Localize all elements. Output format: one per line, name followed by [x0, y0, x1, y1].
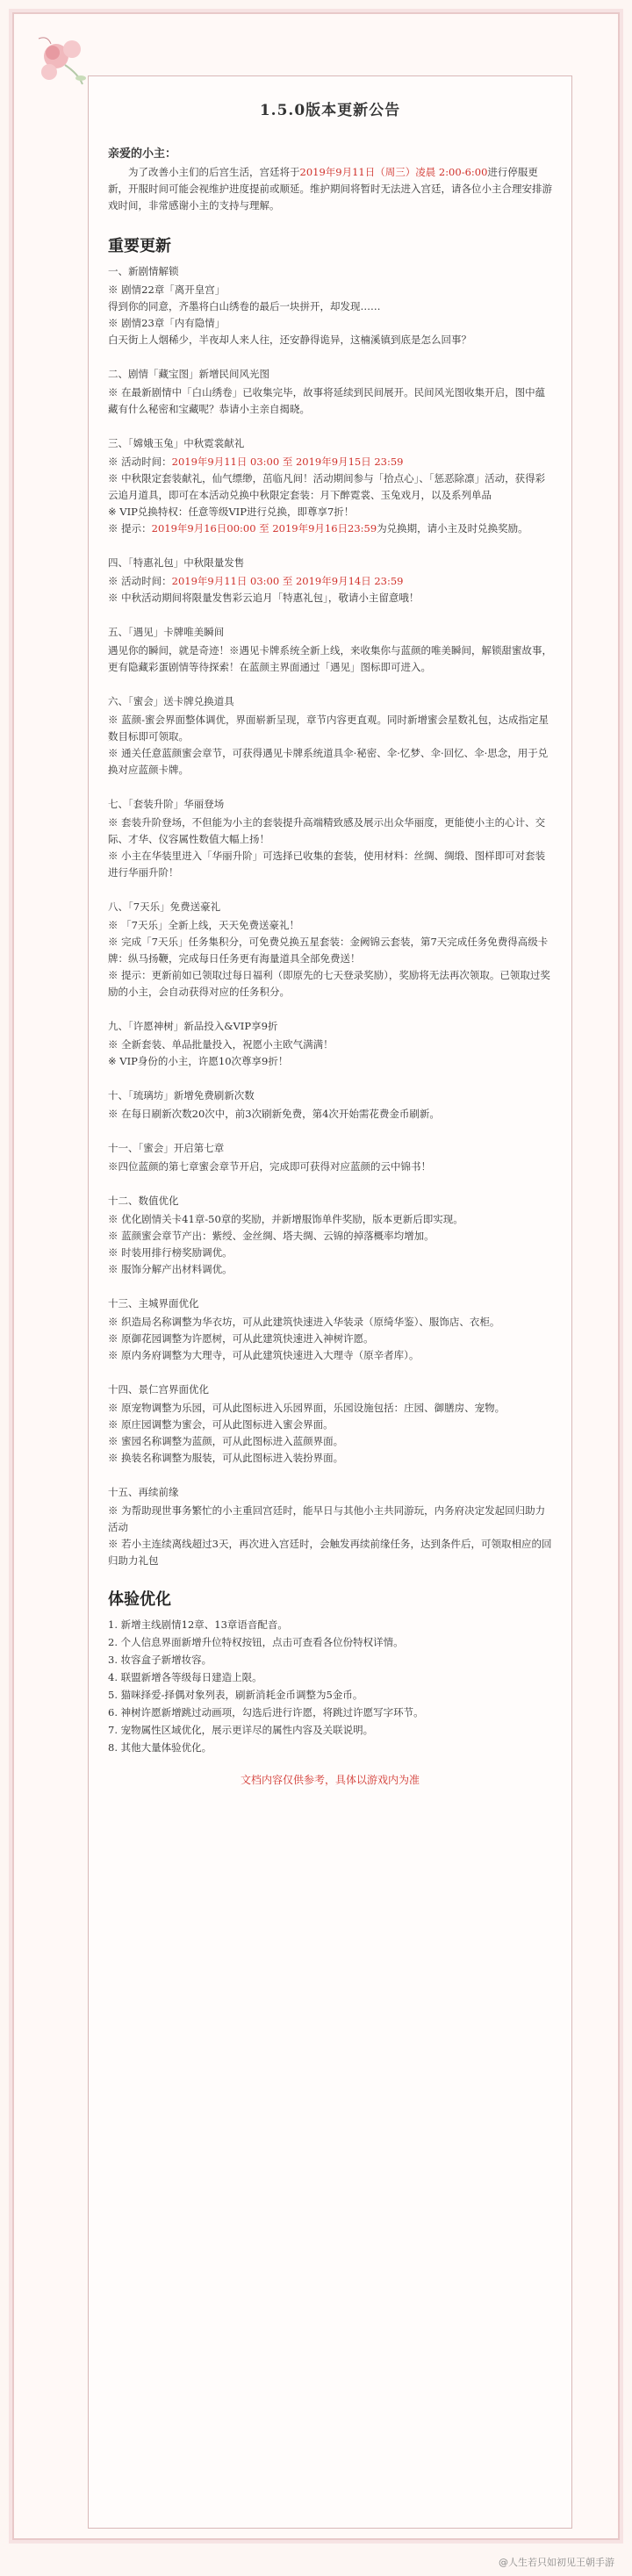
- intro-paragraph: 为了改善小主们的后宫生活，宫廷将于2019年9月11日（周三）凌晨 2:00-6:00进行停服更新，开服时间可能会视维护进度提前或顺延。维护期间将暂时无法进入宫廷，请各位小主合理安排游戏时间，非常感谢小主的支持与理解。: [108, 166, 552, 212]
- experience-list: [108, 1617, 552, 1756]
- section-line: ※ 套装升阶登场，不但能为小主的套装提升高端精致感及展示出众华丽度，更能使小主的心计、交际、才华、仪容属性数值大幅上扬！: [108, 816, 546, 845]
- section-title: 六、「蜜会」送卡牌兑换道具: [108, 695, 234, 707]
- section-line: ※ 活动时间：2019年9月11日 03:00 至 2019年9月15日 23:59: [108, 456, 404, 468]
- section-title: 三、「嫦娥玉兔」中秋霓裳献礼: [108, 437, 245, 449]
- section-line: ※ 为帮助现世事务繁忙的小主重回宫廷时，能早日与其他小主共同游玩，内务府决定发起回归助力活动: [108, 1504, 546, 1533]
- section-line: ※ 蓝颜蜜会章节产出：紫绶、金丝绸、塔夫绸、云锦的掉落概率均增加。: [108, 1230, 434, 1242]
- section-line: ※ 全新套装、单品批量投入，祝愿小主欧气满满！: [108, 1038, 334, 1051]
- update-section: [108, 1484, 552, 1569]
- section-line: ※ 活动时间：2019年9月11日 03:00 至 2019年9月14日 23:59: [108, 575, 404, 587]
- section-line: ※ 蓝颜-蜜会界面整体调优，界面崭新呈现，章节内容更直观。同时新增蜜会星数礼包，达成指定星数目标即可领取。: [108, 714, 549, 743]
- experience-item: 7. 宠物属性区域优化，展示更详尽的属性内容及关联说明。: [108, 1724, 374, 1736]
- document-frame: [12, 12, 620, 2540]
- section-title: 四、「特惠礼包」中秋限量发售: [108, 556, 245, 569]
- section-line: ※ 通关任意蓝颜蜜会章节，可获得遇见卡牌系统道具伞·秘密、伞·忆梦、伞·回忆、伞·思念，用于兑换对应蓝颜卡牌。: [108, 747, 549, 776]
- experience-heading: 体验优化: [108, 1590, 171, 1609]
- footer-note: 文档内容仅供参考，具体以游戏内为准: [240, 1774, 420, 1786]
- section-line: ※ 在最新剧情中「白山绣卷」已收集完毕，故事将延续到民间展开。民间风光图收集开启，图中蕴藏有什么秘密和宝藏呢？恭请小主亲自揭晓。: [108, 386, 546, 415]
- section-line: ※ 小主在华装里进入「华丽升阶」可选择已收集的套装，使用材料：丝绸、绸缎、图样即可对套装进行华丽升阶！: [108, 850, 546, 879]
- watermark: @人生若只如初见王朝手游: [499, 2557, 614, 2568]
- section-title: 十四、景仁宫界面优化: [108, 1383, 209, 1396]
- update-section: [108, 899, 552, 1001]
- section-line: ※ 剧情23章「内有隐情」: [108, 317, 226, 329]
- section-title: 五、「遇见」卡牌唯美瞬间: [108, 626, 225, 638]
- section-title: 二、剧情「藏宝图」新增民间风光图: [108, 368, 269, 380]
- section-line: ※ 剧情22章「离开皇宫」: [108, 283, 226, 296]
- section-line: ※ 蜜园名称调整为蓝颜，可从此图标进入蓝颜界面。: [108, 1435, 344, 1447]
- experience-item: 1. 新增主线剧情12章、13章语音配音。: [108, 1618, 288, 1631]
- update-section: [108, 1381, 552, 1467]
- section-line: ※ 原内务府调整为大理寺，可从此建筑快速进入大理寺（原辛者库）。: [108, 1349, 420, 1361]
- update-section: [108, 796, 552, 881]
- update-section: [108, 1295, 552, 1364]
- section-line: 遇见你的瞬间，就是奇迹！※遇见卡牌系统全新上线，来收集你与蓝颜的唯美瞬间，解锁甜蜜故事，更有隐藏彩蛋剧情等待探索！在蓝颜主界面通过「遇见」图标即可进入。: [108, 644, 552, 673]
- experience-item: 5. 猫咪择爱-择偶对象列表，刷新消耗金币调整为5金币。: [108, 1689, 363, 1701]
- section-title: 十、「琉璃坊」新增免费刷新次数: [108, 1089, 255, 1101]
- update-section: [108, 263, 552, 348]
- section-line: ※ 若小主连续离线超过3天，再次进入宫廷时，会触发再续前缘任务，达到条件后，可领取相应的回归助力礼包: [108, 1538, 552, 1567]
- section-line: ※ 提示：更新前如已领取过每日福利（即原先的七天登录奖励），奖励将无法再次领取。已领取过奖励的小主，会自动获得对应的任务积分。: [108, 969, 550, 998]
- section-line: ※ 原庄园调整为蜜会，可从此图标进入蜜会界面。: [108, 1418, 334, 1431]
- section-title: 十二、数值优化: [108, 1195, 179, 1207]
- update-section: [108, 693, 552, 779]
- section-line: ※ VIP兑换特权：任意等级VIP进行兑换，即尊享7折！: [108, 506, 355, 518]
- update-section: [108, 1193, 552, 1278]
- section-line: ※ 提示：2019年9月16日00:00 至 2019年9月16日23:59为兑换期，请小主及时兑换奖励。: [108, 522, 528, 535]
- experience-item: 4. 联盟新增各等级每日建造上限。: [108, 1671, 262, 1683]
- experience-item: 3. 妆容盒子新增妆容。: [108, 1654, 212, 1666]
- update-section: [108, 1087, 552, 1123]
- section-line: ※ 优化剧情关卡41章-50章的奖励，并新增服饰单件奖励，版本更新后即实现。: [108, 1213, 463, 1225]
- section-line: ※ 织造局名称调整为华衣坊，可从此建筑快速进入华装录（原绮华鉴）、服饰店、衣柜。: [108, 1316, 500, 1328]
- update-section: [108, 1140, 552, 1175]
- section-line: ※ 原宠物调整为乐园，可从此图标进入乐园界面，乐园设施包括：庄园、御膳房、宠物。: [108, 1402, 506, 1414]
- section-line: ※ 中秋活动期间将限量发售彩云追月「特惠礼包」，敬请小主留意哦！: [108, 592, 420, 604]
- section-line: ※ 换装名称调整为服装，可从此图标进入装扮界面。: [108, 1452, 344, 1464]
- announcement-panel: [88, 75, 572, 2529]
- section-title: 十三、主城界面优化: [108, 1297, 199, 1310]
- page-title: 1.5.0版本更新公告: [259, 102, 401, 119]
- section-title: 十一、「蜜会」开启第七章: [108, 1142, 225, 1154]
- section-title: 一、新剧情解锁: [108, 265, 179, 277]
- section-line: ※ 中秋限定套装献礼，仙气缥缈，茁临凡间！活动期间参与「拾点心」、「惩恶除凛」活动，获得彩云追月道具，即可在本活动兑换中秋限定套装：月下醉霓裳、玉兔戏月，以及系列单品: [108, 472, 546, 501]
- section-line: ※ 「7天乐」全新上线，天天免费送豪礼！: [108, 919, 299, 931]
- update-section: [108, 1018, 552, 1070]
- experience-item: 6. 神树许愿新增跳过动画项，勾选后进行许愿，将跳过许愿写字环节。: [108, 1706, 424, 1719]
- section-line: ※ 完成「7天乐」任务集积分，可免费兑换五星套装：金阙锦云套装，第7天完成任务免费得高级卡牌：纵马扬鞭，完成每日任务更有海量道具全部免费送！: [108, 936, 549, 965]
- section-line: ※ VIP身份的小主，许愿10次尊享9折！: [108, 1055, 289, 1067]
- update-section: [108, 435, 552, 537]
- section-title: 九、「许愿神树」新品投入&VIP享9折: [108, 1020, 278, 1032]
- sections-list: [108, 263, 552, 1569]
- section-line: ※ 服饰分解产出材料调优。: [108, 1263, 233, 1275]
- section-line: 得到你的同意，齐墨将白山绣卷的最后一块拼开，却发现……: [108, 300, 381, 312]
- section-title: 十五、再续前缘: [108, 1486, 179, 1498]
- section-title: 八、「7天乐」免费送豪礼: [108, 901, 221, 913]
- update-section: [108, 624, 552, 676]
- section-title: 七、「套装升阶」华丽登场: [108, 798, 225, 810]
- section-line: ※ 在每日刷新次数20次中，前3次刷新免费，第4次开始需花费金币刷新。: [108, 1108, 440, 1120]
- update-section: [108, 555, 552, 606]
- greeting: 亲爱的小主：: [108, 147, 177, 161]
- update-section: [108, 366, 552, 418]
- experience-item: 8. 其他大量体验优化。: [108, 1741, 212, 1754]
- section-line: ※四位蓝颜的第七章蜜会章节开启，完成即可获得对应蓝颜的云中锦书！: [108, 1160, 431, 1173]
- section-line: 白天街上人烟稀少，半夜却人来人往，还安静得诡异，这楠溪镇到底是怎么回事？: [108, 334, 471, 346]
- section-line: ※ 原御花园调整为许愿树，可从此建筑快速进入神树许愿。: [108, 1332, 374, 1345]
- major-updates-heading: 重要更新: [108, 237, 171, 255]
- experience-item: 2. 个人信息界面新增升位特权按钮，点击可查看各位份特权详情。: [108, 1636, 404, 1648]
- section-line: ※ 时装用排行榜奖励调优。: [108, 1246, 233, 1259]
